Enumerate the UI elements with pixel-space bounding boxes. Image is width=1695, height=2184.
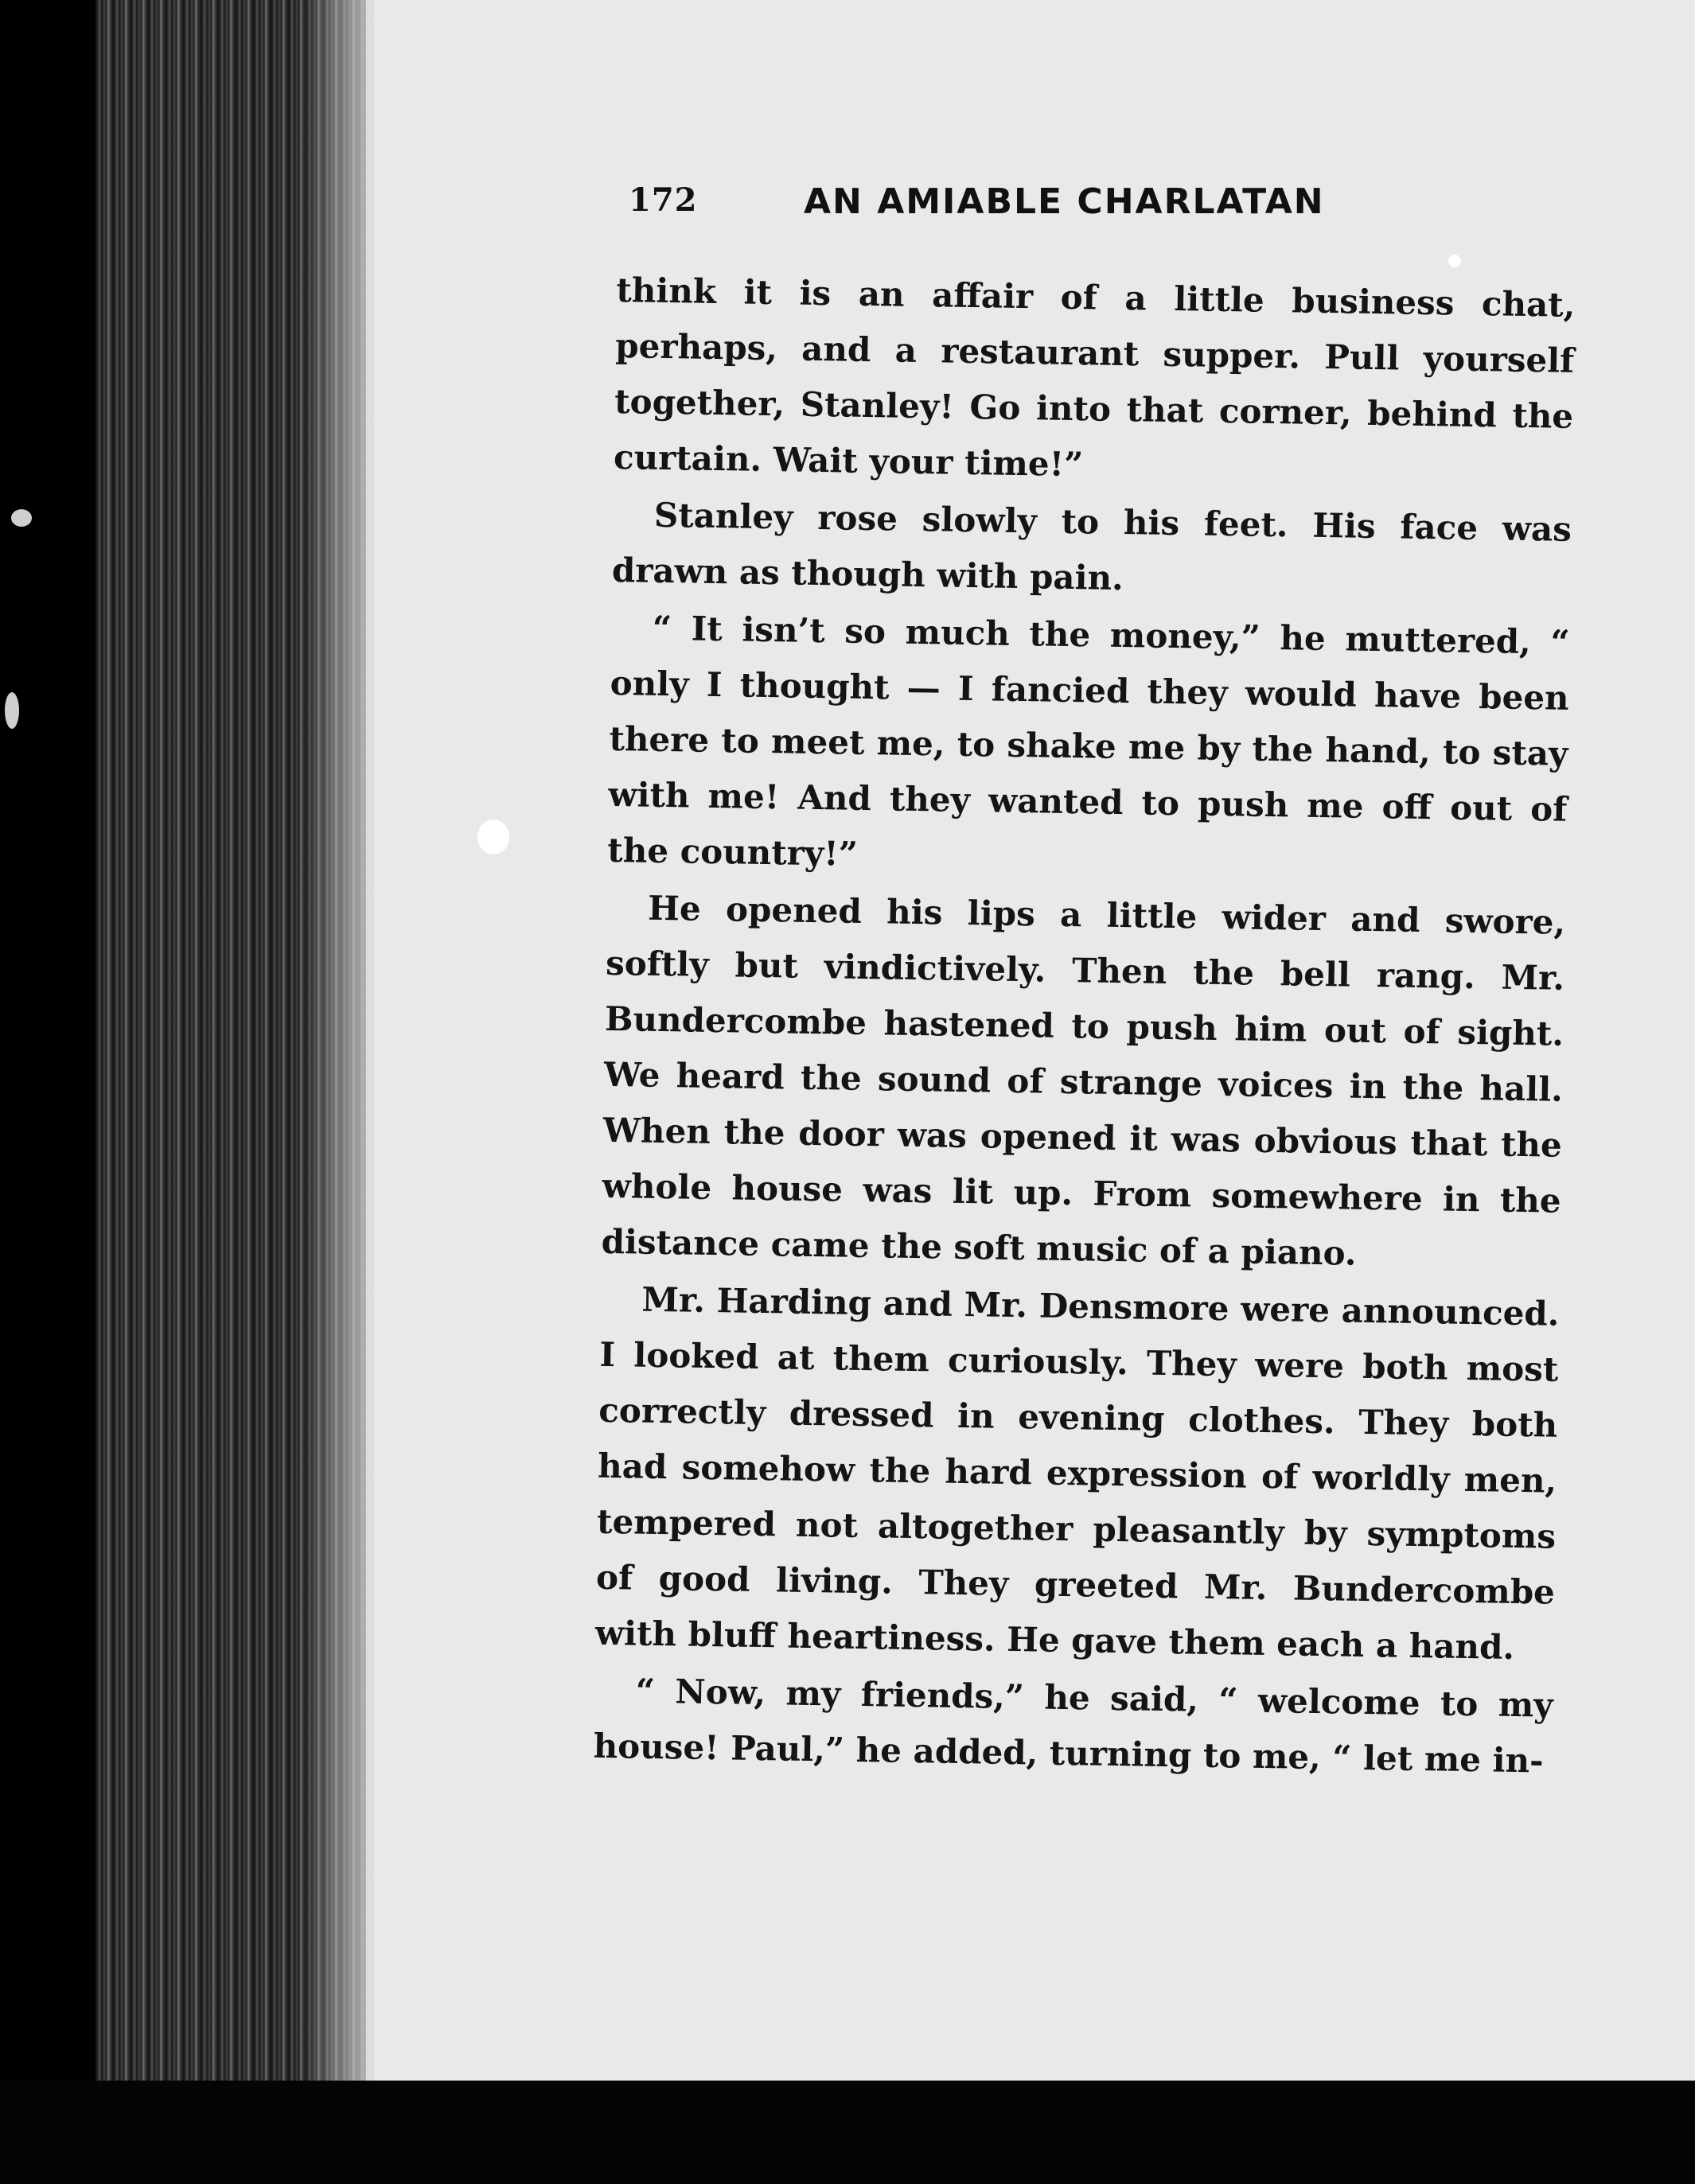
paragraph: “ Now, my friends,” he said, “ welcome to my house! Paul,” he added, turning to me, “ let me in-	[593, 1671, 1554, 1781]
gutter-shadow	[302, 0, 374, 2085]
body-text	[593, 263, 1576, 1791]
paragraph: think it is an affair of a little business chat, perhaps, and a restaurant supper. Pull yourself together, Stanley! Go into that corner, behind the curtain. Wait your time!”	[613, 270, 1576, 485]
page-number: 172	[629, 181, 698, 219]
paragraph: “ It isn’t so much the money,” he muttered, “ only I thought — I fancied they would have been there to meet me, to shake me by the hand, to stay with me! And they wanted to push me off out of the country!”	[607, 608, 1571, 874]
scan-speck	[11, 509, 32, 527]
running-title: AN AMIABLE CHARLATAN	[804, 181, 1325, 222]
paragraph: Stanley rose slowly to his feet. His face was drawn as though with pain.	[611, 495, 1572, 598]
scan-speck	[477, 819, 509, 855]
running-head	[629, 181, 1424, 237]
paragraph: He opened his lips a little wider and swore, softly but vindictively. Then the bell rang. Mr. Bundercombe hastened to push him out of sight. We heard the sound of strange voices in the hall. When the door was opened it was obvious that the whole house was lit up. From somewhere in the distance came the soft music of a piano.	[601, 888, 1566, 1273]
scan-speck	[1448, 255, 1461, 267]
paragraph: Mr. Harding and Mr. Densmore were announced. I looked at them curiously. They were both most correctly dressed in evening clothes. They both had somehow the hard expression of worldly men, tempered not altogether pleasantly by symptoms of good living. They greeted Mr. Bundercombe with bluff heartiness. He gave them each a hand.	[594, 1279, 1560, 1667]
scan-speck	[5, 692, 19, 729]
scan-border	[0, 2081, 1695, 2184]
